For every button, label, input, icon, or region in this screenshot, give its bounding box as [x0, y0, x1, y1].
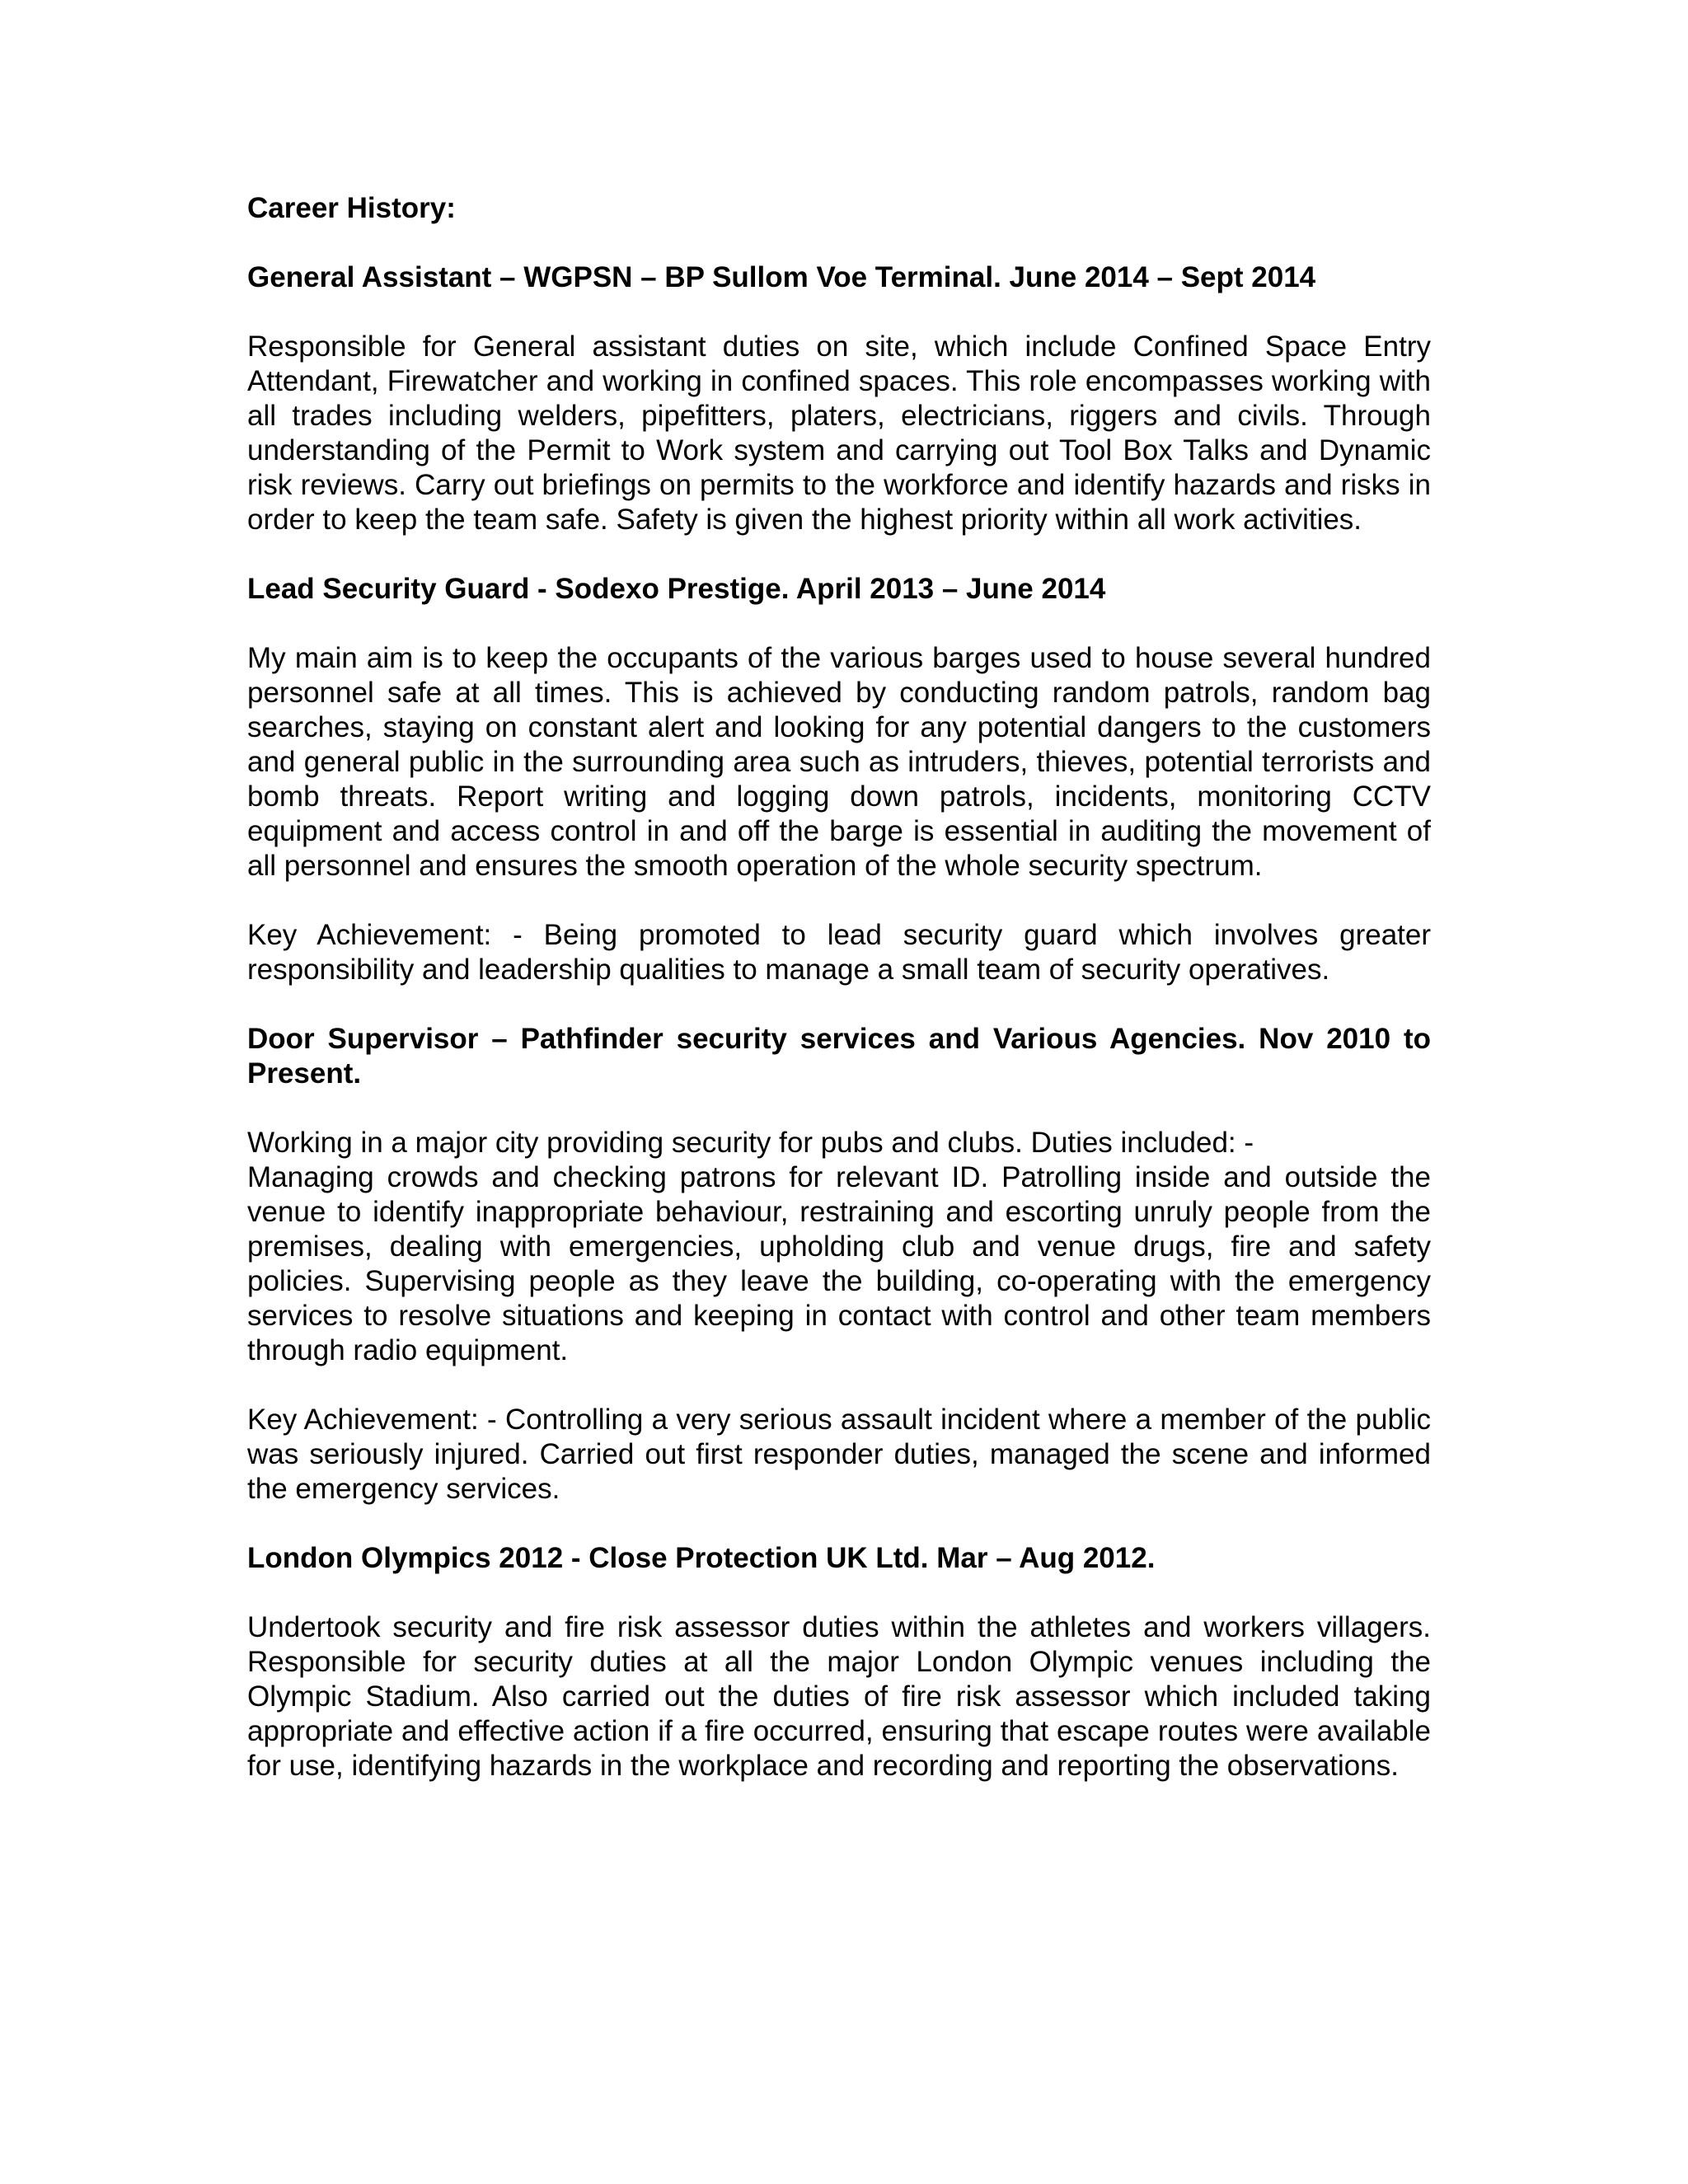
job-heading-lead-security-guard: Lead Security Guard - Sodexo Prestige. April 2013 – June 2014: [247, 573, 1106, 605]
job-achievement-door-supervisor: Key Achievement: - Controlling a very serious assault incident where a member of the public was seriously injured. Carried out first responder duties, managed the scene and informed the emergency services.: [247, 1404, 1431, 1505]
section-title: Career History:: [247, 192, 456, 224]
spacer: [247, 607, 1431, 641]
spacer: [247, 987, 1431, 1022]
job-achievement-lead-security-guard: Key Achievement: - Being promoted to lead security guard which involves greater responsibility and leadership qualities to manage a small team of security operatives.: [247, 919, 1431, 986]
job-description-general-assistant: Responsible for General assistant duties on site, which include Confined Space Entry Attendant, Firewatcher and working in confined spaces. This role encompasses working with all trades including welders, pipefitters, platers, electricians, riggers and civils. Through understanding of the Permit to Work system and carrying out Tool Box Talks and Dynamic risk reviews. Carry out briefings on permits to the workforce and identify hazards and risks in order to keep the team safe. Safety is given the highest priority within all work activities.: [247, 330, 1431, 536]
spacer: [247, 226, 1431, 260]
job-heading-london-olympics: London Olympics 2012 - Close Protection UK Ltd. Mar – Aug 2012.: [247, 1542, 1156, 1574]
spacer: [247, 295, 1431, 330]
spacer: [247, 1576, 1431, 1610]
spacer: [247, 1368, 1431, 1403]
job-heading-door-supervisor: Door Supervisor – Pathfinder security services and Various Agencies. Nov 2010 to Present.: [247, 1023, 1431, 1090]
spacer: [247, 537, 1431, 572]
spacer: [247, 1507, 1431, 1541]
spacer: [247, 883, 1431, 918]
job-description-door-supervisor: Managing crowds and checking patrons for relevant ID. Patrolling inside and outside the venue to identify inappropriate behaviour, restraining and escorting unruly people from the premises, dealing with emergencies, upholding club and venue drugs, fire and safety policies. Supervising people as they leave the building, co-operating with the emergency services to resolve situations and keeping in contact with control and other team members through radio equipment.: [247, 1161, 1431, 1366]
job-description-london-olympics: Undertook security and fire risk assessor duties within the athletes and workers villagers. Responsible for security duties at all the major London Olympic venues including the Olympic Stadium. Also carried out the duties of fire risk assessor which included taking appropriate and effective action if a fire occurred, ensuring that escape routes were available for use, identifying hazards in the workplace and recording and reporting the observations.: [247, 1611, 1431, 1782]
job-description-lead-security-guard: My main aim is to keep the occupants of the various barges used to house several hundred personnel safe at all times. This is achieved by conducting random patrols, random bag searches, staying on constant alert and looking for any potential dangers to the customers and general public in the surrounding area such as intruders, thieves, potential terrorists and bomb threats. Report writing and logging down patrols, incidents, monitoring CCTV equipment and access control in and off the barge is essential in auditing the movement of all personnel and ensures the smooth operation of the whole security spectrum.: [247, 642, 1431, 882]
spacer: [247, 1091, 1431, 1126]
document-page: [247, 191, 1431, 1783]
job-intro-door-supervisor: Working in a major city providing security for pubs and clubs. Duties included: -: [247, 1127, 1254, 1159]
job-heading-general-assistant: General Assistant – WGPSN – BP Sullom Voe Terminal. June 2014 – Sept 2014: [247, 261, 1316, 293]
